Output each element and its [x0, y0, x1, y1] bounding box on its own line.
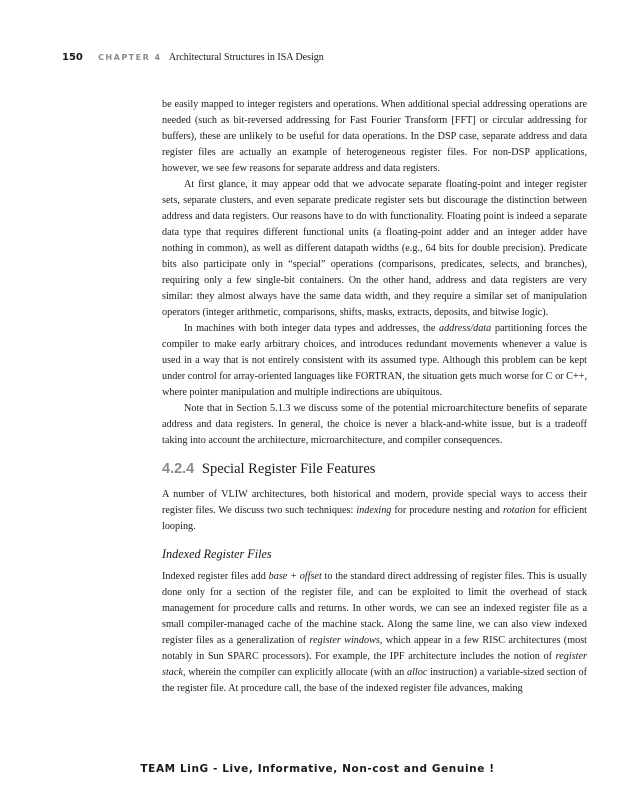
running-header [62, 52, 324, 63]
intro-part-b: for procedure nesting and [391, 505, 503, 516]
idx-part-c: , which appear in a few RISC architectures (most notably in Sun SPARC processors). For example, the IPF architecture includes the notion of [162, 635, 588, 662]
para3-part-b: partitioning forces the compiler to make early arbitrary choices, and introduces redundant movements whenever a value is used in a way that is not entirely consistent with its assumed type. Although this problem can be kept under control for array-oriented languages like FORTRAN, the situation gets much worse for C or C++, where pointer [162, 323, 587, 398]
paragraph-3 [162, 321, 587, 401]
intro-part-a: A number of VLIW architectures, both historical and modern, provide special ways to access their register files. We discuss two such techniques: [162, 489, 587, 516]
section-number: 4.2.4 [162, 461, 195, 477]
body-text [162, 97, 587, 697]
section-intro [162, 487, 587, 535]
subsection-heading: Indexed Register Files [162, 547, 272, 561]
para3-part-a: In machines with both integer data types and addresses, the [184, 323, 439, 334]
section-title: Special Register File Features [201, 461, 376, 477]
footer-banner: TEAM LinG - Live, Informative, Non-cost and Genuine ! [140, 763, 495, 775]
idx-part-d: , wherein the compiler can explicitly allocate (with an [182, 667, 407, 678]
idx-emphasis-base-offset: base + offset [268, 571, 322, 582]
idx-part-b: to the standard direct addressing of register files. This is usually done only for a section of the register file, and can be exploited to limit the overhead of stack management for procedure calls and returns. In other words, we can see an indexed register file as a small compiler-managed cache of the machine stack. Along the same line, we can also view indexed register files as a generalization of [162, 571, 588, 646]
chapter-title: Architectural Structures in ISA Design [168, 52, 324, 63]
indexed-paragraph [162, 569, 587, 697]
intro-emphasis-rotation: rotation [502, 505, 536, 516]
intro-emphasis-indexing: indexing [356, 505, 392, 516]
intro-part-c: for efficient looping. [162, 505, 587, 532]
paragraph-2: At first glance, it may appear odd that we advocate separate floating-point and integer register sets, separate clusters, and even separate predicate register sets but discourage the distinction between address and data registers. Our reasons have to do with functionality. Floating point is indeed a separate data type that requires different functional units (a floating-point adder and an integer adder have nothing in common), as well as different datapath widths (e.g., 64 bits for double precision). Predicate bits also participate only in “special” operations (comparisons, predicates, selects, and branches), requiring only a few single-bit containers. On the other hand, address and data registers are very similar: they almost always have the same data width, and they require a similar set of manipulation operators (integer arithmetic, comparisons, shifts, masks, extracts, deposits, and bitwise logic). [162, 179, 587, 318]
idx-part-a: Indexed register files add [162, 571, 269, 582]
paragraph-1: be easily mapped to integer registers and operations. When additional special addressing operations are needed (such as bit-reversed addressing for Fast Fourier Transform [FFT] or circular addressing for buffers), these are unlikely to be useful for data operations. In the DSP case, separate address and data register files are actually an example of heterogeneous register files. For non-DSP applications, however, we see few reasons for separate address and data registers. [162, 99, 587, 174]
idx-emphasis-register-windows: register windows [309, 635, 380, 646]
page-number: 150 [62, 52, 83, 63]
chapter-label: CHAPTER 4 [98, 53, 162, 62]
para3-emphasis: address/data [438, 323, 492, 334]
idx-part-e: instruction) a variable-sized section of the register file. At procedure call, the base of the indexed register file advances, making [162, 667, 587, 694]
section-heading [162, 459, 587, 479]
paragraph-4: Note that in Section 5.1.3 we discuss some of the potential microarchitecture benefits of separate address and data registers. In general, the choice is never a black-and-white issue, but is a tradeoff taking into account the architecture, microarchitecture, and compiler consequences. [162, 403, 587, 446]
para3-part-c: manipulation and multiple indirections are ubiquitous. [220, 387, 443, 398]
idx-emphasis-alloc: alloc [406, 667, 428, 678]
idx-emphasis-register-stack: register stack [162, 651, 587, 678]
